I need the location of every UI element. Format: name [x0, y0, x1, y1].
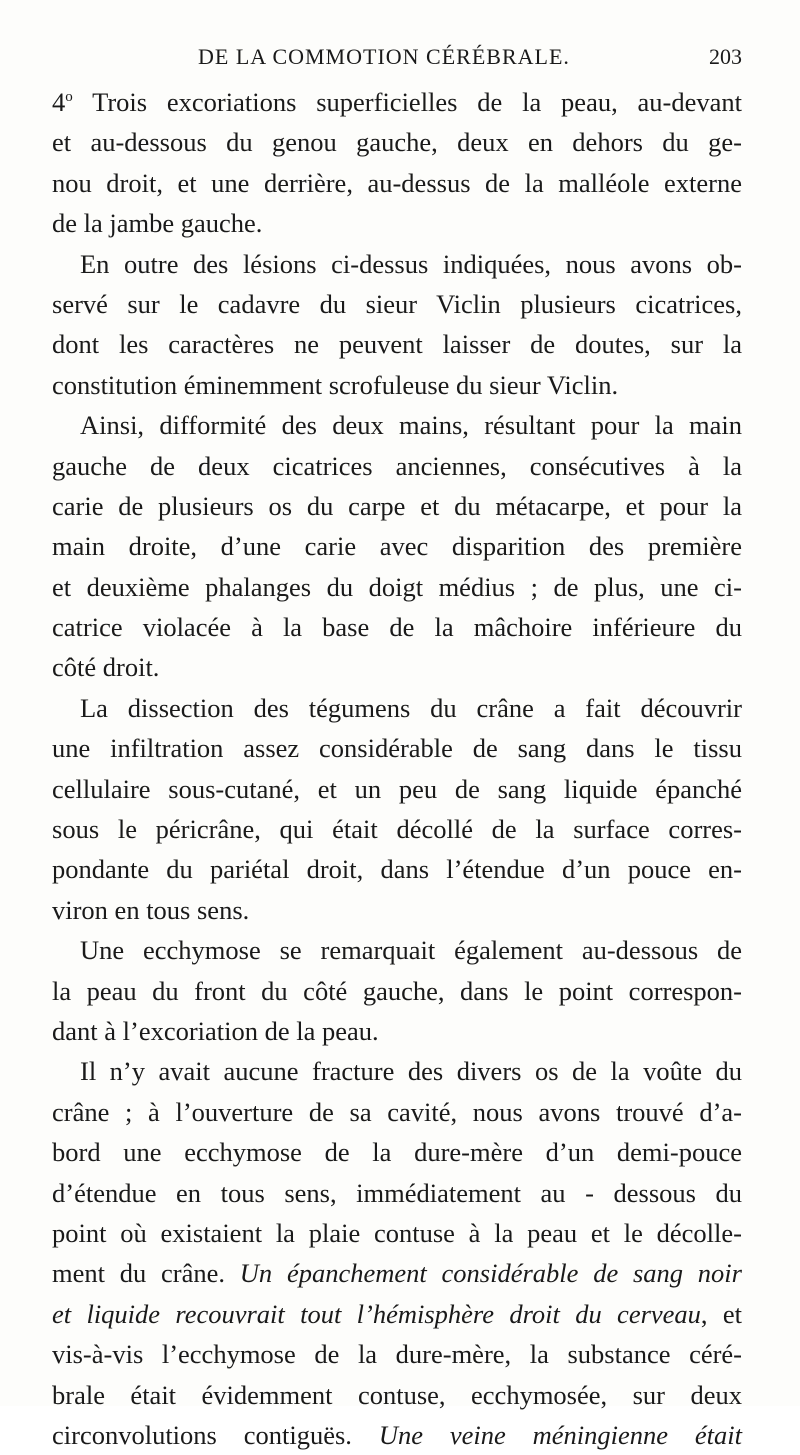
text-line [52, 688, 742, 728]
text-line [52, 647, 742, 687]
text-run: sous le péricrâne, qui était décollé de la surface corres- [52, 814, 742, 845]
italic-text: et liquide recouvrait tout l’hémisphère droit du cerveau [52, 1298, 701, 1329]
text-line [52, 122, 742, 162]
page-header [52, 44, 742, 76]
text-run: dont les caractères ne peuvent laisser de doutes, sur la [52, 329, 742, 360]
superscript-text: o [65, 89, 73, 105]
text-run: d’étendue en tous sens, immédiatement au - dessous du [52, 1177, 742, 1208]
body-text [52, 82, 742, 1455]
text-run: vis-à-vis l’ecchymose de la dure-mère, la substance céré- [52, 1339, 742, 1370]
text-run: Il n’y avait aucune fracture des divers os de la voûte du [80, 1056, 742, 1087]
text-line [52, 365, 742, 405]
text-line [52, 405, 742, 445]
text-line [52, 1253, 742, 1293]
text-run: cellulaire sous-cutané, et un peu de sang liquide épanché [52, 773, 742, 804]
text-run: gauche de deux cicatrices anciennes, consécutives à la [52, 450, 742, 481]
text-run: ment du crâne. [52, 1258, 240, 1289]
italic-text: Un épanchement considérable de sang noir [239, 1258, 742, 1289]
italic-text: Une veine méningienne était [378, 1419, 742, 1450]
text-line [52, 1213, 742, 1253]
text-run: Ainsi, difformité des deux mains, résultant pour la main [80, 410, 742, 441]
text-run: La dissection des tégumens du crâne a fait découvrir [80, 692, 742, 723]
text-run: pondante du pariétal droit, dans l’étendue d’un pouce en- [52, 854, 742, 885]
text-run: viron en tous sens. [52, 894, 250, 925]
text-line [52, 244, 742, 284]
text-run: bord une ecchymose de la dure-mère d’un demi-pouce [52, 1137, 742, 1168]
text-line [52, 607, 742, 647]
text-run: une infiltration assez considérable de sang dans le tissu [52, 733, 742, 764]
text-run: 4 [52, 87, 66, 117]
text-line [52, 163, 742, 203]
text-line [52, 728, 742, 768]
text-line [52, 324, 742, 364]
text-line [52, 930, 742, 970]
text-line [52, 284, 742, 324]
text-line [52, 486, 742, 526]
text-run: et deuxième phalanges du doigt médius ; de plus, une ci- [52, 571, 742, 602]
text-run: , et [700, 1298, 742, 1329]
running-head: DE LA COMMOTION CÉRÉBRALE. [198, 44, 570, 69]
text-line [52, 1415, 742, 1455]
text-run: côté droit. [52, 652, 160, 683]
text-line [52, 1334, 742, 1374]
text-run: la peau du front du côté gauche, dans le point correspon- [52, 975, 742, 1006]
text-run: Trois excoriations superficielles de la peau, au-devant [72, 87, 742, 117]
text-run: nou droit, et une derrière, au-dessus de la malléole externe [52, 167, 742, 198]
text-line [52, 203, 742, 243]
text-run: servé sur le cadavre du sieur Viclin plusieurs cicatrices, [52, 288, 742, 319]
text-line [52, 567, 742, 607]
text-run: crâne ; à l’ouverture de sa cavité, nous avons trouvé d’a- [52, 1096, 742, 1127]
text-line [52, 1092, 742, 1132]
text-run: de la jambe gauche. [52, 208, 263, 239]
text-line [52, 1294, 742, 1334]
text-line [52, 1173, 742, 1213]
text-run: et au-dessous du genou gauche, deux en dehors du ge- [52, 127, 742, 158]
text-line [52, 1051, 742, 1091]
text-line [52, 1132, 742, 1172]
text-line [52, 82, 742, 122]
text-line [52, 769, 742, 809]
page-number: 203 [709, 44, 742, 69]
text-line [52, 890, 742, 930]
text-line [52, 446, 742, 486]
text-run: Une ecchymose se remarquait également au-dessous de [80, 935, 742, 966]
text-run: dant à l’excoriation de la peau. [52, 1015, 379, 1046]
text-run: constitution éminemment scrofuleuse du sieur Viclin. [52, 369, 619, 400]
text-line [52, 526, 742, 566]
text-run: catrice violacée à la base de la mâchoire inférieure du [52, 612, 742, 643]
text-line [52, 849, 742, 889]
text-line [52, 971, 742, 1011]
text-line [52, 1011, 742, 1051]
text-run: main droite, d’une carie avec disparition des première [52, 531, 742, 562]
text-run: brale était évidemment contuse, ecchymosée, sur deux [52, 1379, 742, 1410]
text-run: circonvolutions contiguës. [52, 1419, 379, 1450]
text-line [52, 809, 742, 849]
text-run: En outre des lésions ci-dessus indiquées, nous avons ob- [80, 248, 742, 279]
text-run: carie de plusieurs os du carpe et du métacarpe, et pour la [52, 490, 742, 521]
text-run: point où existaient la plaie contuse à la peau et le décolle- [52, 1217, 742, 1248]
text-line [52, 1375, 742, 1415]
